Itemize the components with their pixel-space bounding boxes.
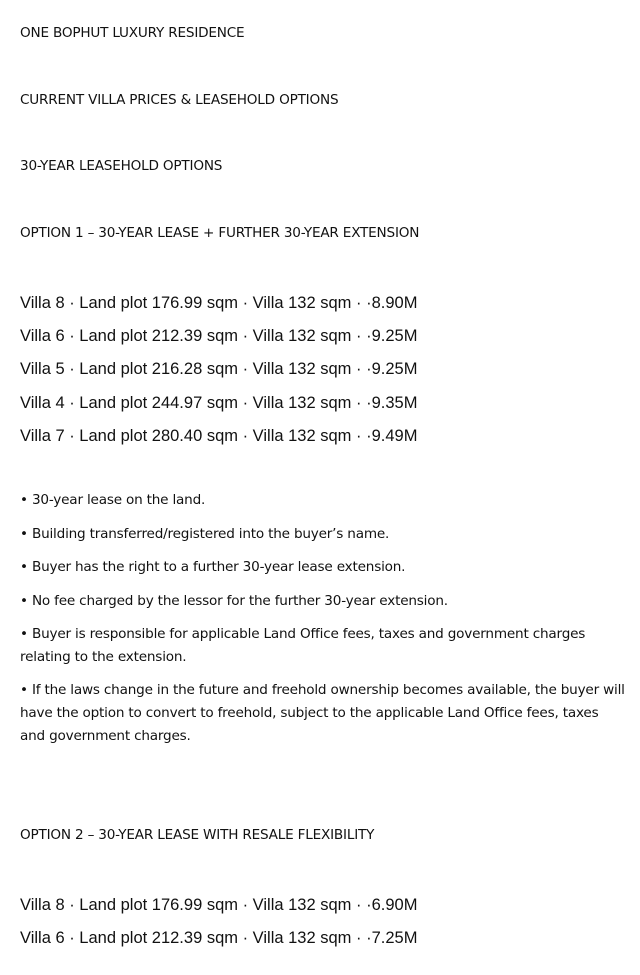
option-1-bullet: • If the laws change in the future and freehold ownership becomes available, the buyer will have the option to convert to freehold, subject to the applicable Land Office fees, taxes and government charges. (20, 682, 625, 744)
option-1-villa-row: Villa 5 · Land plot 216.28 sqm · Villa 132 sqm · ·9.25M (20, 360, 418, 378)
option-1-villa-row: Villa 6 · Land plot 212.39 sqm · Villa 132 sqm · ·9.25M (20, 327, 418, 345)
section-heading: 30-YEAR LEASEHOLD OPTIONS (20, 158, 223, 174)
option-1-villa-row: Villa 4 · Land plot 244.97 sqm · Villa 132 sqm · ·9.35M (20, 394, 418, 412)
option-1-villa-row: Villa 7 · Land plot 280.40 sqm · Villa 132 sqm · ·9.49M (20, 427, 418, 445)
document-title: ONE BOPHUT LUXURY RESIDENCE (20, 25, 245, 41)
option-1-bullet: • Buyer has the right to a further 30-year lease extension. (20, 559, 406, 575)
option-2-heading: OPTION 2 – 30-YEAR LEASE WITH RESALE FLEXIBILITY (20, 827, 375, 843)
option-1-bullet: • 30-year lease on the land. (20, 492, 206, 508)
option-2-villa-row: Villa 8 · Land plot 176.99 sqm · Villa 132 sqm · ·6.90M (20, 896, 418, 914)
document-subtitle: CURRENT VILLA PRICES & LEASEHOLD OPTIONS (20, 92, 339, 108)
option-1-bullet: • Buyer is responsible for applicable Land Office fees, taxes and government charges relating to the extension. (20, 626, 586, 665)
option-2-villa-row: Villa 6 · Land plot 212.39 sqm · Villa 132 sqm · ·7.25M (20, 929, 418, 947)
option-1-villa-row: Villa 8 · Land plot 176.99 sqm · Villa 132 sqm · ·8.90M (20, 294, 418, 312)
option-1-bullet: • No fee charged by the lessor for the further 30-year extension. (20, 593, 448, 609)
option-1-bullet: • Building transferred/registered into the buyer’s name. (20, 526, 390, 542)
option-1-heading: OPTION 1 – 30-YEAR LEASE + FURTHER 30-YEAR EXTENSION (20, 225, 420, 241)
